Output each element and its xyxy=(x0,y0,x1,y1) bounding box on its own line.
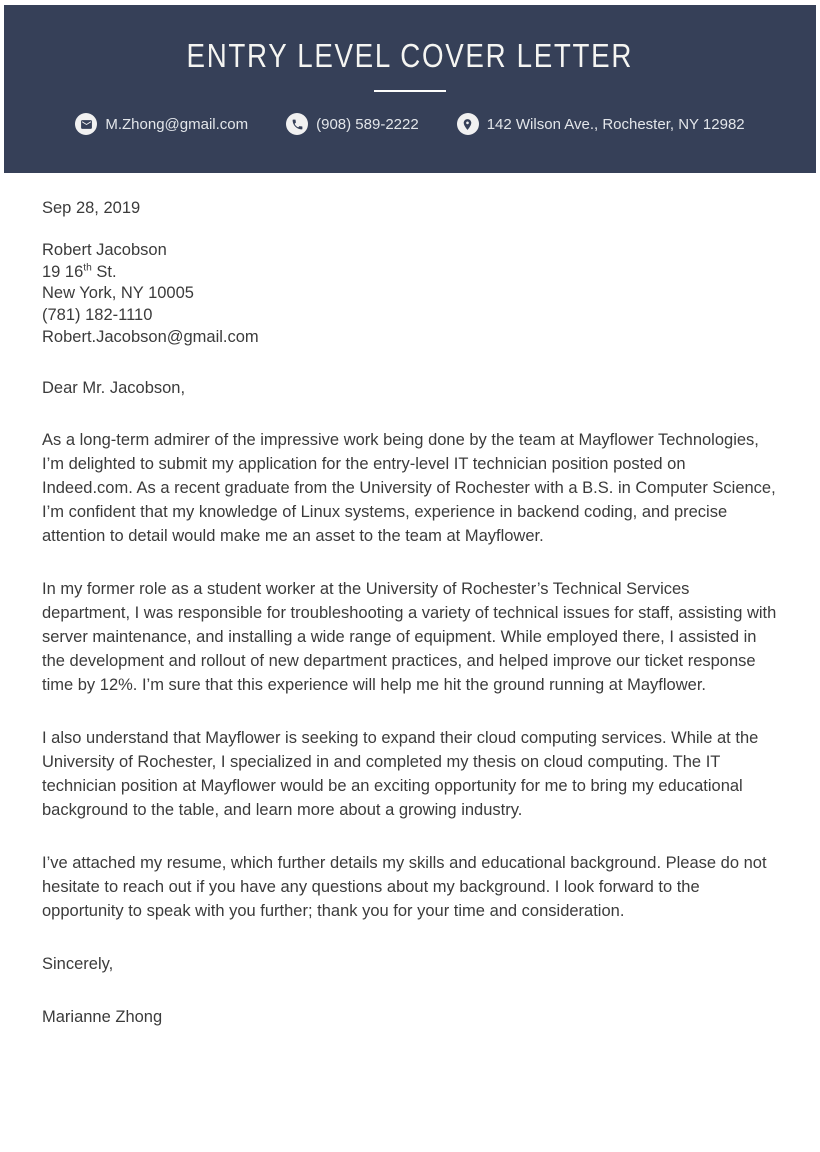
paragraph-1: As a long-term admirer of the impressive work being done by the team at Mayflower Technologies, I’m delighted to submit my application for the entry-level IT technician position posted on Indeed.com. As a recent graduate from the University of Rochester with a B.S. in Computer Science, I’m confident that my knowledge of Linux systems, experience in backend coding, and precise attention to detail would make me an asset to the team at Mayflower. xyxy=(42,430,776,545)
contact-email xyxy=(75,113,248,135)
contact-row xyxy=(75,113,744,135)
email-icon xyxy=(75,113,97,135)
signature-name: Marianne Zhong xyxy=(42,1007,163,1026)
contact-address xyxy=(457,113,745,135)
recipient-city: New York, NY 10005 xyxy=(42,284,194,303)
recipient-street xyxy=(42,262,778,284)
recipient-block xyxy=(42,240,778,349)
contact-address-text: 142 Wilson Ave., Rochester, NY 12982 xyxy=(486,115,745,133)
recipient-street-start: 19 16 xyxy=(42,262,84,281)
contact-email-text: M.Zhong@gmail.com xyxy=(105,115,249,133)
title-divider xyxy=(374,90,446,92)
contact-phone-text: (908) 589-2222 xyxy=(316,115,419,133)
recipient-email: Robert.Jacobson@gmail.com xyxy=(42,327,259,346)
recipient-street-end: St. xyxy=(91,262,117,281)
closing: Sincerely, xyxy=(42,954,114,973)
recipient-phone: (781) 182-1110 xyxy=(42,306,153,325)
contact-phone xyxy=(286,113,419,135)
location-icon xyxy=(457,113,479,135)
letter-body xyxy=(0,173,820,1029)
paragraph-3: I also understand that Mayflower is seeking to expand their cloud computing services. While at the University of Rochester, I specialized in and completed my thesis on cloud computing. The IT technician position at Mayflower would be an exciting opportunity for me to bring my educational background to the table, and learn more about a growing industry. xyxy=(42,728,759,819)
letter-title: ENTRY LEVEL COVER LETTER xyxy=(186,37,634,74)
recipient-name: Robert Jacobson xyxy=(42,241,167,259)
salutation: Dear Mr. Jacobson, xyxy=(42,378,186,397)
letter-date: Sep 28, 2019 xyxy=(42,199,141,217)
paragraph-2: In my former role as a student worker at the University of Rochester’s Technical Services department, I was responsible for troubleshooting a variety of technical issues for staff, assisting with server maintenance, and installing a wide range of equipment. While employed there, I assisted in the development and rollout of new department practices, and helped improve our ticket response time by 12%. I’m sure that this experience will help me hit the ground running at Mayflower. xyxy=(42,579,777,694)
letter-header xyxy=(4,5,816,173)
recipient-street-ordinal: th xyxy=(83,262,92,274)
paragraph-4: I’ve attached my resume, which further details my skills and educational background. Please do not hesitate to reach out if you have any questions about my background. I look forward to the opportunity to speak with you further; thank you for your time and consideration. xyxy=(42,853,767,920)
phone-icon xyxy=(286,113,308,135)
